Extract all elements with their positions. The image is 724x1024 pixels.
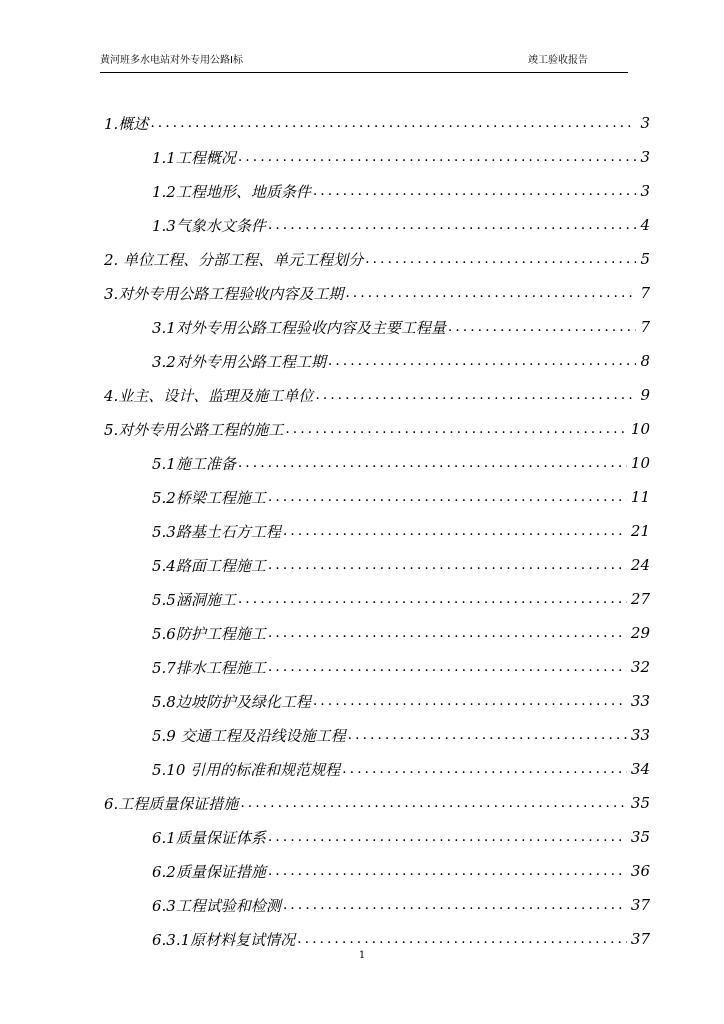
toc-entry-page: 36 bbox=[630, 862, 650, 880]
toc-entry-title: 4.业主、设计、监理及施工单位 bbox=[104, 386, 314, 405]
toc-entry[interactable] bbox=[104, 242, 650, 276]
toc-entry[interactable] bbox=[104, 208, 650, 242]
toc-leader-dots bbox=[238, 149, 636, 165]
toc-entry-title: 5.10 引用的标准和规范规程 bbox=[152, 760, 341, 779]
toc-entry[interactable] bbox=[104, 650, 650, 684]
header-report-title: 竣工验收报告 bbox=[528, 55, 588, 66]
toc-entry-title: 5.1施工准备 bbox=[152, 454, 236, 473]
toc-entry-page: 37 bbox=[630, 896, 650, 914]
toc-leader-dots bbox=[328, 353, 636, 369]
toc-entry-title: 6.3.1原材料复试情况 bbox=[152, 930, 296, 949]
toc-entry-title: 5.7排水工程施工 bbox=[152, 658, 266, 677]
toc-leader-dots bbox=[297, 931, 627, 947]
toc-leader-dots bbox=[268, 863, 627, 879]
toc-entry-title: 6.2质量保证措施 bbox=[152, 862, 266, 881]
toc-entry-title: 1.概述 bbox=[104, 114, 149, 133]
toc-entry-title: 1.3气象水文条件 bbox=[152, 216, 266, 235]
toc-entry[interactable] bbox=[104, 174, 650, 208]
toc-entry[interactable] bbox=[104, 140, 650, 174]
toc-leader-dots bbox=[313, 693, 627, 709]
toc-entry-page: 7 bbox=[640, 318, 650, 336]
toc-leader-dots bbox=[268, 829, 627, 845]
toc-leader-dots bbox=[150, 115, 636, 131]
toc-entry-page: 27 bbox=[630, 590, 650, 608]
page-header bbox=[100, 52, 628, 73]
toc-entry-page: 10 bbox=[630, 420, 650, 438]
toc-entry-page: 5 bbox=[640, 250, 650, 268]
toc-entry[interactable] bbox=[104, 412, 650, 446]
header-project-title: 黄河班多水电站对外专用公路I标 bbox=[100, 55, 243, 66]
toc-entry-title: 3.2对外专用公路工程工期 bbox=[152, 352, 326, 371]
toc-entry-page: 3 bbox=[640, 114, 650, 132]
toc-entry[interactable] bbox=[104, 480, 650, 514]
toc-entry-page: 4 bbox=[640, 216, 650, 234]
toc-entry-title: 1.1工程概况 bbox=[152, 148, 236, 167]
toc-leader-dots bbox=[315, 387, 636, 403]
toc-entry-title: 6.3工程试验和检测 bbox=[152, 896, 281, 915]
toc-leader-dots bbox=[238, 591, 627, 607]
toc-leader-dots bbox=[240, 795, 627, 811]
toc-entry-title: 5.8边坡防护及绿化工程 bbox=[152, 692, 311, 711]
toc-entry-title: 5.3路基土石方工程 bbox=[152, 522, 281, 541]
toc-entry[interactable] bbox=[104, 378, 650, 412]
toc-entry-page: 29 bbox=[630, 624, 650, 642]
toc-leader-dots bbox=[342, 761, 627, 777]
toc-entry-page: 35 bbox=[630, 828, 650, 846]
table-of-contents bbox=[104, 106, 650, 956]
toc-entry-title: 6.1质量保证体系 bbox=[152, 828, 266, 847]
toc-entry[interactable] bbox=[104, 820, 650, 854]
toc-entry[interactable] bbox=[104, 786, 650, 820]
toc-leader-dots bbox=[313, 183, 636, 199]
toc-leader-dots bbox=[268, 557, 627, 573]
toc-entry-title: 5.对外专用公路工程的施工 bbox=[104, 420, 284, 439]
toc-leader-dots bbox=[268, 217, 636, 233]
toc-entry-page: 34 bbox=[630, 760, 650, 778]
toc-entry-page: 35 bbox=[630, 794, 650, 812]
toc-entry-page: 7 bbox=[640, 284, 650, 302]
toc-entry-page: 37 bbox=[630, 930, 650, 948]
toc-entry-title: 5.5涵洞施工 bbox=[152, 590, 236, 609]
toc-entry-title: 5.9 交通工程及沿线设施工程 bbox=[152, 726, 346, 745]
toc-leader-dots bbox=[238, 455, 627, 471]
toc-leader-dots bbox=[268, 625, 627, 641]
toc-leader-dots bbox=[365, 251, 636, 267]
toc-entry[interactable] bbox=[104, 446, 650, 480]
toc-entry-title: 1.2工程地形、地质条件 bbox=[152, 182, 311, 201]
toc-entry[interactable] bbox=[104, 888, 650, 922]
toc-entry-page: 3 bbox=[640, 148, 650, 166]
toc-entry[interactable] bbox=[104, 514, 650, 548]
toc-entry-page: 33 bbox=[630, 692, 650, 710]
toc-entry-page: 3 bbox=[640, 182, 650, 200]
toc-entry[interactable] bbox=[104, 344, 650, 378]
toc-leader-dots bbox=[285, 421, 627, 437]
toc-entry-page: 32 bbox=[630, 658, 650, 676]
toc-leader-dots bbox=[268, 659, 627, 675]
toc-entry[interactable] bbox=[104, 718, 650, 752]
toc-leader-dots bbox=[345, 285, 636, 301]
toc-entry[interactable] bbox=[104, 854, 650, 888]
toc-entry[interactable] bbox=[104, 276, 650, 310]
toc-entry[interactable] bbox=[104, 548, 650, 582]
toc-entry-title: 5.2桥梁工程施工 bbox=[152, 488, 266, 507]
toc-entry-page: 9 bbox=[640, 386, 650, 404]
toc-entry-page: 10 bbox=[630, 454, 650, 472]
toc-entry-title: 5.6防护工程施工 bbox=[152, 624, 266, 643]
toc-entry-title: 3.对外专用公路工程验收内容及工期 bbox=[104, 284, 344, 303]
toc-entry-title: 6.工程质量保证措施 bbox=[104, 794, 239, 813]
toc-entry-page: 11 bbox=[630, 488, 650, 506]
toc-entry-page: 24 bbox=[630, 556, 650, 574]
toc-entry-page: 33 bbox=[630, 726, 650, 744]
toc-entry[interactable] bbox=[104, 752, 650, 786]
toc-entry[interactable] bbox=[104, 616, 650, 650]
toc-entry-page: 8 bbox=[640, 352, 650, 370]
toc-leader-dots bbox=[448, 319, 636, 335]
toc-entry[interactable] bbox=[104, 582, 650, 616]
toc-leader-dots bbox=[283, 897, 627, 913]
toc-leader-dots bbox=[283, 523, 627, 539]
toc-entry-title: 3.1对外专用公路工程验收内容及主要工程量 bbox=[152, 318, 446, 337]
page-number: 1 bbox=[358, 950, 366, 961]
toc-entry-title: 5.4路面工程施工 bbox=[152, 556, 266, 575]
toc-leader-dots bbox=[268, 489, 627, 505]
toc-entry[interactable] bbox=[104, 106, 650, 140]
toc-leader-dots bbox=[348, 727, 627, 743]
toc-entry-title: 2. 单位工程、分部工程、单元工程划分 bbox=[104, 250, 364, 269]
toc-entry-page: 21 bbox=[630, 522, 650, 540]
toc-entry[interactable] bbox=[104, 310, 650, 344]
toc-entry[interactable] bbox=[104, 684, 650, 718]
